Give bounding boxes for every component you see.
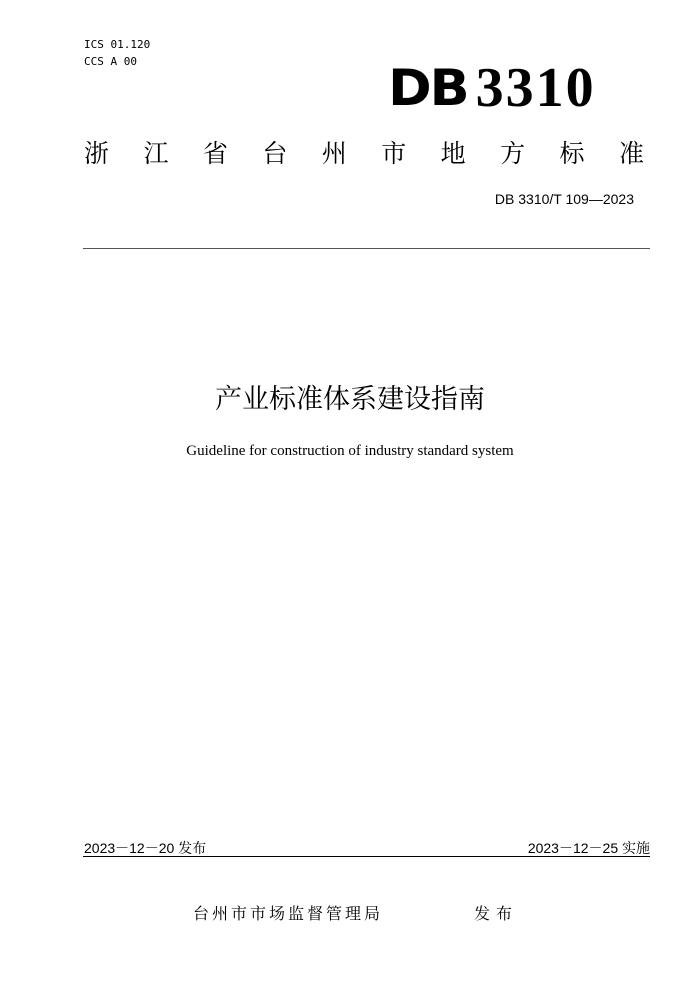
ccs-code: CCS A 00 — [84, 55, 137, 68]
title-char: 方 — [500, 139, 526, 168]
issue-label: 发布 — [474, 904, 519, 923]
title-char: 省 — [202, 139, 228, 168]
title-char: 准 — [618, 139, 644, 168]
db-logo-code: 3310 — [475, 57, 596, 119]
document-subtitle: Guideline for construction of industry standard system — [186, 443, 514, 459]
standard-number: DB 3310/T 109—2023 — [494, 191, 634, 207]
header-divider — [83, 248, 650, 249]
implement-date: 2023－12－25 实施 — [527, 840, 650, 856]
document-title: 产业标准体系建设指南 — [215, 384, 485, 415]
release-date: 2023－12－20 发布 — [84, 840, 207, 856]
title-char: 州 — [321, 139, 347, 168]
title-char: 地 — [440, 139, 466, 168]
title-char: 江 — [143, 139, 169, 168]
footer-divider — [83, 856, 650, 857]
title-char: 标 — [559, 139, 585, 168]
title-char: 浙 — [84, 139, 110, 168]
db-logo-letters-text: DB — [388, 59, 468, 117]
local-standard-title — [84, 136, 644, 172]
db-logo-letters — [388, 59, 468, 117]
title-char: 台 — [262, 139, 288, 168]
title-char: 市 — [381, 139, 407, 168]
db-logo — [388, 57, 596, 119]
ics-code: ICS 01.120 — [84, 38, 151, 51]
classification-codes — [84, 36, 150, 70]
issuing-authority: 台州市市场监督管理局 — [193, 904, 384, 923]
